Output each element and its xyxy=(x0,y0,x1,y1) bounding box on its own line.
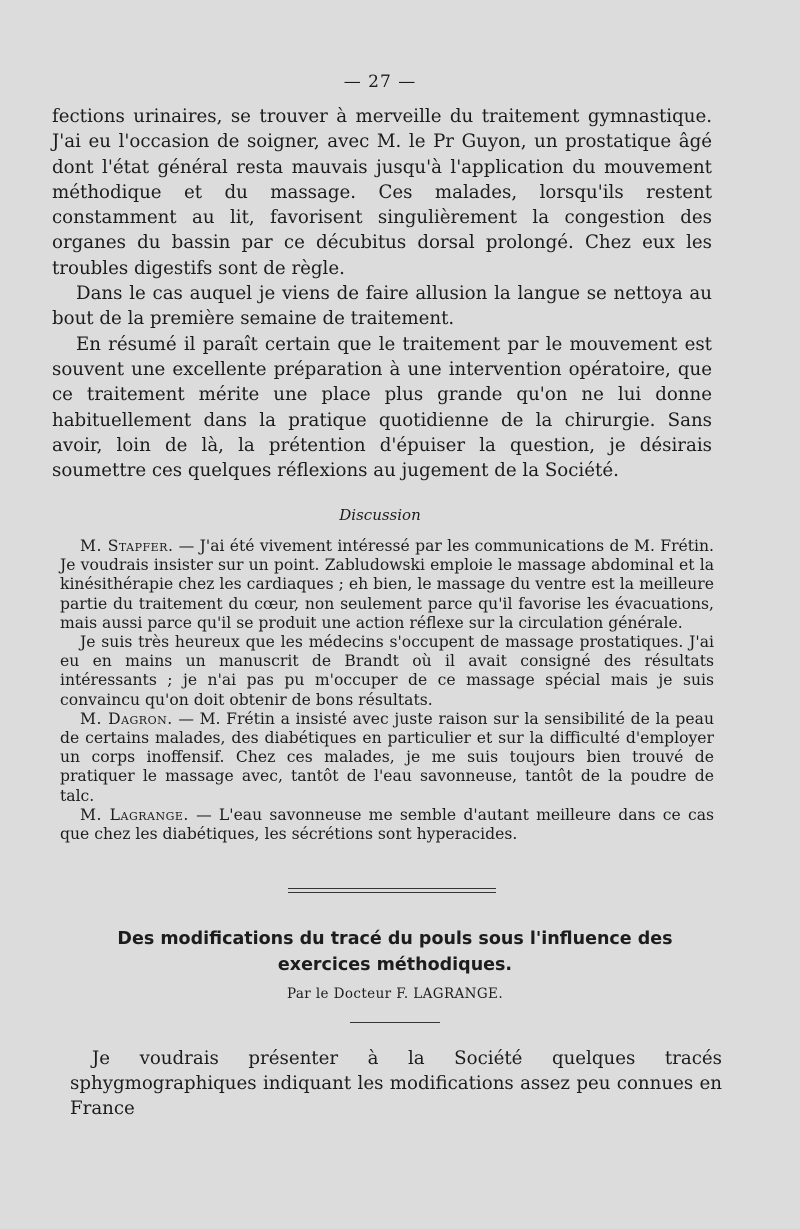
main-text xyxy=(52,104,712,483)
speaker-stapfer: M. Stapfer. xyxy=(80,537,174,555)
discussion-lagrange xyxy=(60,806,714,844)
speaker-dagron: M. Dagron. xyxy=(80,709,173,728)
page-number: — 27 — xyxy=(343,72,417,92)
stapfer-remark: — J'ai été vivement intéressé par les communications de M. Frétin. Je voudrais insister sur un point. Zabludowski emploie le massage abdominal et la kinésithérapie chez les cardiaques ; eh bien, le massage du ventre est la meilleure partie du traitement du cœur, non seulement parce qu'il favorise les évacuations, mais aussi parce qu'il se produit une action réflexe sur la circulation générale. xyxy=(60,537,715,632)
article-title: Des modifications du tracé du pouls sous l'influence des exercices méthodiques. xyxy=(117,929,673,975)
discussion-stapfer-2: Je suis très heureux que les médecins s'occupent de massage prostatiques. J'ai eu en mains un manuscrit de Brandt où il avait consigné des résultats intéressants ; je n'ai pas pu m'occuper de ce massage spécial mais je suis convaincu qu'on doit obtenir de bons résultats. xyxy=(60,633,714,709)
article-paragraph: Je voudrais présenter à la Société quelques tracés sphygmographiques indiquant les modifications assez peu connues en France xyxy=(70,1048,722,1119)
discussion-section xyxy=(60,537,714,844)
paragraph-2: Dans le cas auquel je viens de faire allusion la langue se nettoya au bout de la première semaine de traitement. xyxy=(52,283,712,330)
paragraph-1: fections urinaires, se trouver à merveille du traitement gymnastique. J'ai eu l'occasion de soigner, avec M. le Pr Guyon, un prostatique âgé dont l'état général resta mauvais jusqu'à l'application du mouvement méthodique et du massage. Ces malades, lorsqu'ils restent constamment au lit, favorisent singulièrement la congestion des organes du bassin par ce décubitus dorsal prolongé. Chez eux les troubles digestifs sont de règle. xyxy=(52,106,712,279)
discussion-stapfer xyxy=(60,537,714,633)
discussion-dagron xyxy=(60,710,714,806)
speaker-lagrange: M. Lagrange. xyxy=(80,805,189,824)
discussion-heading: Discussion xyxy=(339,506,421,524)
article-body xyxy=(70,1046,722,1121)
byline-divider xyxy=(350,1022,440,1023)
paragraph-3: En résumé il paraît certain que le traitement par le mouvement est souvent une excellente préparation à une intervention opératoire, que ce traitement mérite une place plus grande qu'on ne lui donne habituellement dans la pratique quotidienne de la chirurgie. Sans avoir, loin de là, la prétention d'épuiser la question, je désirais soumettre ces quelques réflexions au jugement de la Société. xyxy=(52,333,712,482)
dagron-remark: — M. Frétin a insisté avec juste raison sur la sensibilité de la peau de certains malades, des diabétiques en particulier et sur la difficulté d'employer un corps inoffensif. Chez ces malades, je me suis toujours bien trouvé de pratiquer le massage avec, tantôt de l'eau savonneuse, tantôt de la poudre de talc. xyxy=(60,709,714,805)
article-byline: Par le Docteur F. LAGRANGE. xyxy=(286,986,504,1002)
lagrange-remark: — L'eau savonneuse me semble d'autant meilleure dans ce cas que chez les diabétiques, les sécrétions sont hyperacides. xyxy=(60,805,715,844)
section-divider xyxy=(288,888,496,893)
